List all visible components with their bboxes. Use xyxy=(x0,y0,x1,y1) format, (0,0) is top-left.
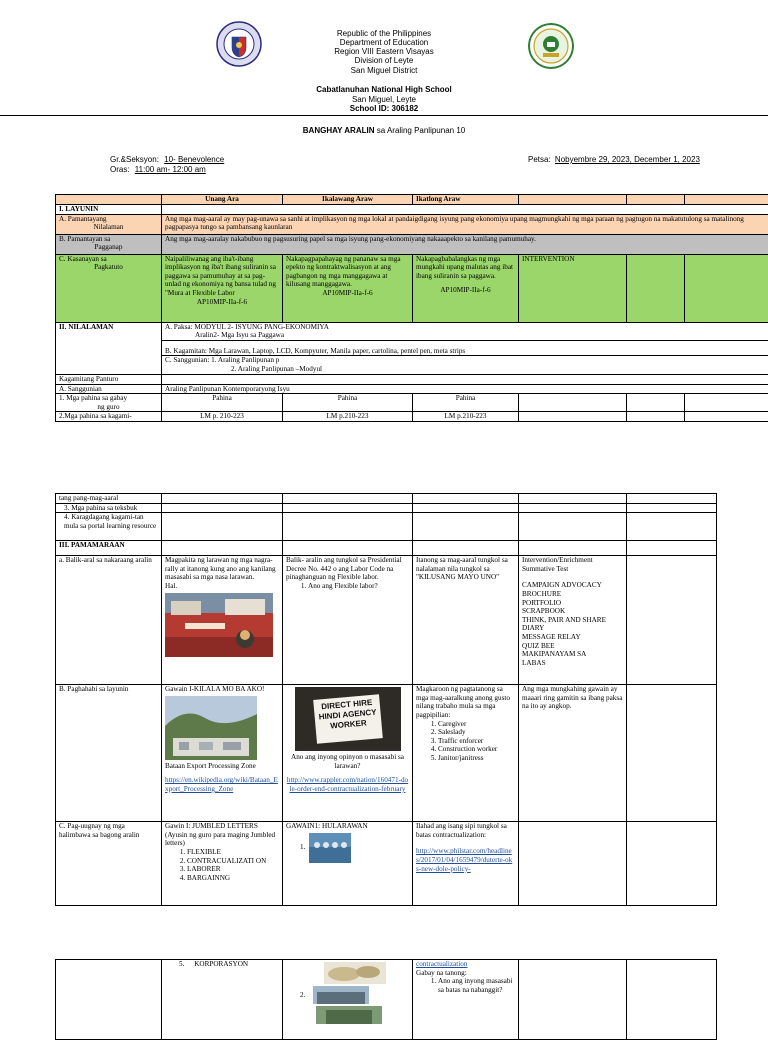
kasanayan-day1 xyxy=(162,254,283,322)
school-address: San Miguel, Leyte xyxy=(0,95,768,105)
header-republic: Republic of the Philippines xyxy=(0,29,768,39)
title-rest: sa Araling Panlipunan 10 xyxy=(374,126,465,135)
kagamitan-mag-aaral-label: 2.Mga pahina sa kagami- xyxy=(56,412,162,422)
time-info xyxy=(110,165,206,175)
intervention-item: THINK, PAIR AND SHARE xyxy=(522,616,623,625)
pahina-day2: Pahina xyxy=(283,394,413,412)
pagugnay-day1-title: Gawin I: JUMBLED LETTERS (Ayusin ng guro para maging Jumbled letters) xyxy=(165,822,279,848)
intervention-item: MAKIPANAYAM SA xyxy=(522,650,623,659)
pamantayan-nilalaman-text: Ang mga mag-aaral ay may pag-unawa sa sanhi at implikasyon ng mga lokal at pandaigdigang isyung pang ekonomiya upang magmungkahi ng mga paraan ng pagtugon na makatutulong sa matalinong pagpapasya tungo sa pambansang kaunlaran xyxy=(162,214,768,234)
section-pamamaraan: III. PAMAMARAAN xyxy=(56,541,162,556)
section-layunin: I. LAYUNIN xyxy=(56,205,162,215)
table-row xyxy=(56,322,768,340)
intervention-item: CAMPAIGN ADVOCACY xyxy=(522,581,623,590)
intervention-item: LABAS xyxy=(522,659,623,668)
col-header-day1: Unang Ara xyxy=(162,195,283,205)
paghahabi-day3 xyxy=(413,685,519,822)
kasanayan-day2 xyxy=(283,254,413,322)
paghahabi-day1-caption: Bataan Export Processing Zone xyxy=(165,762,279,771)
table-row xyxy=(56,822,717,906)
paksa-cell xyxy=(162,322,768,340)
header-deped: Department of Education xyxy=(0,38,768,48)
table-row xyxy=(56,685,717,822)
money-photo xyxy=(324,962,386,984)
school-name: Cabatlanuhan National High School xyxy=(0,85,768,95)
paghahabi-day3-text: Magkaroon ng pagtatanong sa mga mag-aaralkung anong gusto nilang trabaho mula sa mga pagpipilian: xyxy=(416,685,515,719)
job-option: 3. Traffic enforcer xyxy=(438,737,515,746)
col-header-day2: Ikalawang Araw xyxy=(283,195,413,205)
pamantayan-nilalaman-label xyxy=(56,214,162,234)
gabay-question: 1. Ano ang inyong masasabi sa batas na nabanggit? xyxy=(438,977,515,994)
job-option: 1. Caregiver xyxy=(438,720,515,729)
balik-day2 xyxy=(283,556,413,685)
paghahabi-day1 xyxy=(162,685,283,822)
competency-code: AP10MIP-IIa-f-6 xyxy=(286,289,409,298)
table-row xyxy=(56,356,768,374)
gabay-label xyxy=(56,394,162,412)
pamantayan-pagganap-label xyxy=(56,234,162,254)
header-region: Region VIII Eastern Visayas xyxy=(0,47,768,57)
job-option: 2. Saleslady xyxy=(438,728,515,737)
date-label: Petsa: xyxy=(528,155,551,164)
item-number: 2. xyxy=(300,991,305,1000)
table-row xyxy=(56,254,768,322)
jumbled-word: 3. LABORER xyxy=(187,865,279,874)
lesson-plan-table-3 xyxy=(55,959,717,1040)
korporasyon-cell xyxy=(162,960,283,1040)
kasanayan-day2-text: Nakapagpapahayag ng pananaw sa mga epekto ng kontraktwalisasyon at ang pagbangon ng mga manggagawa at kilusang manggagawa. xyxy=(286,255,409,289)
jumbled-word: 1. FLEXIBLE xyxy=(187,848,279,857)
section-nilalaman: II. NILALAMAN xyxy=(56,322,162,374)
lesson-plan-table-1 xyxy=(55,194,768,422)
gabay-label: Gabay na tanong: xyxy=(416,969,515,978)
table-row xyxy=(56,412,768,422)
sanggunian-line2: 2. Araling Panlipunan –Modyul xyxy=(165,365,768,374)
paghahabi-day1-title: Gawain I-KILALA MO BA AKO! xyxy=(165,685,279,694)
workers-photo xyxy=(309,833,351,863)
intervention-header: INTERVENTION xyxy=(519,254,627,322)
a-sanggunian-text: Araling Panlipunan Kontemporaryong Isyu xyxy=(162,384,768,394)
school-id: School ID: 306182 xyxy=(0,104,768,114)
table-row xyxy=(56,541,717,556)
table-row xyxy=(56,205,768,215)
protest-photo xyxy=(295,687,401,751)
aralin-text: Aralin2- Mga Isyu sa Paggawa xyxy=(165,331,768,340)
workers-photo-2 xyxy=(316,1006,382,1024)
time-value: 11:00 am- 12:00 am xyxy=(135,165,206,174)
lm-day3: LM p.210-223 xyxy=(413,412,519,422)
paghahabi-intervention: Ang mga mungkahing gawain ay maaari ring gamitin sa ibang paksa na ito ay angkop. xyxy=(519,685,627,822)
table-row xyxy=(56,960,717,1040)
kagamitan-text: B. Kagamitan: Mga Larawan, Laptop, LCD, Kompyuter, Manila paper, cartolina, pentel pen, meta strips xyxy=(162,340,768,356)
header-rule xyxy=(0,115,768,116)
pagugnay-day3 xyxy=(413,822,519,906)
pamantayan-pagganap-text: Ang mga mag-aaralay nakabubuo ng pagsusuring papel sa mga isyung pang-ekonomiyang nakaaapekto sa kanilang pamumuhay. xyxy=(162,234,768,254)
table-row xyxy=(56,195,768,205)
jumbled-word: 4. BARGAINNG xyxy=(187,874,279,883)
title-bold: BANGHAY ARALIN xyxy=(303,126,375,135)
job-option: 5. Janitor/janitress xyxy=(438,754,515,763)
pagugnay-day2 xyxy=(283,822,413,906)
date-info xyxy=(528,155,700,165)
label-line: ng guro xyxy=(59,403,158,412)
intervention-item: SCRAPBOOK xyxy=(522,607,623,616)
grade-section xyxy=(110,155,224,165)
kasanayan-day3 xyxy=(413,254,519,322)
protest-sign: DIRECT HIRE HINDI AGENCY WORKER xyxy=(313,694,383,744)
pagugnay-day3-text: Ilahad ang isang sipi tungkol sa batas contractualization: xyxy=(416,822,515,839)
pagugnay-label: C. Pag-uugnay ng mga halimbawa sa bagong aralin xyxy=(56,822,162,906)
competency-code: AP10MIP-IIa-f-6 xyxy=(416,286,515,295)
intervention-item: MESSAGE RELAY xyxy=(522,633,623,642)
bataan-epz-link[interactable]: https://en.wikipedia.org/wiki/Bataan_Export_Processing_Zone xyxy=(165,776,279,793)
paghahabi-day2-question: Ano ang inyong opinyon o masasabi sa larawan? xyxy=(286,753,409,770)
item-number: 1. xyxy=(300,843,305,852)
a-sanggunian-label: A. Sanggunian xyxy=(56,384,162,394)
label-line: Pagganap xyxy=(59,243,158,252)
table-row xyxy=(56,503,717,513)
gabay-cell xyxy=(413,960,519,1040)
document-title xyxy=(0,126,768,136)
label-line: A. Pamantayang xyxy=(59,215,158,224)
competency-code: AP10MIP-IIa-f-6 xyxy=(165,298,279,307)
table-row xyxy=(56,340,768,356)
paghahabi-label: B. Paghahabi sa layunin xyxy=(56,685,162,822)
intervention-item: PORTFOLIO xyxy=(522,599,623,608)
hularawan-cont xyxy=(283,960,413,1040)
label-line: Pagkatuto xyxy=(59,263,158,272)
teksbuk-label: 3. Mga pahina sa teksbuk xyxy=(56,503,162,513)
job-option: 4. Construction worker xyxy=(438,745,515,754)
col-header-day3: Ikatlong Araw xyxy=(413,195,519,205)
balik-day2-question: 1. Ano ang Flexible labor? xyxy=(308,582,409,591)
balik-day1-text: Magpakita ng larawan ng mga nagra-rally at itanong kung ano ang kanilang masasabi sa mga nasa larawan. xyxy=(165,556,279,582)
kagamitang-panturo-label: Kagamitang Panturo xyxy=(56,374,162,384)
lesson-plan-table-2 xyxy=(55,493,717,906)
label-line: 1. Mga pahina sa gabay xyxy=(59,394,158,403)
time-label: Oras: xyxy=(110,165,130,174)
karagdagang-label: 4. Karagdagang kagami-tan mula sa portal learning resource xyxy=(56,513,162,541)
kasanayan-day1-text: Naipaliliwanag ang iba't-ibang implikasyon ng iba't ibang suliranin sa paggawa sa pamumuhay at sa pag-unlad ng ekonomiya ng bansa tulad ng "Mura at Flexible Labor xyxy=(165,255,279,298)
sanggunian-line1: C. Sanggunian: 1. Araling Panlipunan p xyxy=(165,356,768,365)
kasanayan-label xyxy=(56,254,162,322)
lm-day2: LM p.210-223 xyxy=(283,412,413,422)
intervention-item: QUIZ BEE xyxy=(522,642,623,651)
table-row xyxy=(56,374,768,384)
table-row xyxy=(56,234,768,254)
paksa-text: A. Paksa: MODYUL 2- ISYUNG PANG-EKONOMIYA xyxy=(165,323,768,332)
table-row xyxy=(56,556,717,685)
pahina-day1: Pahina xyxy=(162,394,283,412)
table-row xyxy=(56,513,717,541)
label-line: Nilalaman xyxy=(59,223,158,232)
office-photo xyxy=(313,986,369,1004)
korporasyon-word: KORPORASYON xyxy=(186,960,248,968)
intervention-sub: Summative Test xyxy=(522,565,623,574)
intervention-item: BROCHURE xyxy=(522,590,623,599)
pagugnay-day2-title: GAWAIN1: HULARAWAN xyxy=(286,822,409,831)
intervention-item: DIARY xyxy=(522,624,623,633)
rappler-link[interactable]: http://www.rappler.com/nation/160471-dole-order-end-contractualization-february xyxy=(286,776,409,793)
kasanayan-day3-text: Nakapagbabalangkas ng mga mungkahi upang malutas ang ibat ibang suliranin sa paggawa. xyxy=(416,255,515,281)
label-line: C. Kasanayan sa xyxy=(59,255,158,264)
table-row xyxy=(56,214,768,234)
balik-day2-text: Balik- aralin ang tungkol sa Presidential Decree No. 442 o ang Labor Code na pinaghanguan ng Flexible labor. xyxy=(286,556,409,582)
intervention-title: Intervention/Enrichment xyxy=(522,556,623,565)
epz-photo xyxy=(165,696,257,760)
grade-label: Gr.&Seksyon: xyxy=(110,155,159,164)
philstar-link-end[interactable]: contractualization xyxy=(416,960,515,969)
balik-aral-label: a. Balik-aral sa nakaraang aralin xyxy=(56,556,162,685)
table-row xyxy=(56,394,768,412)
sanggunian-cell xyxy=(162,356,768,374)
balik-day1-hal: Hal. xyxy=(165,582,279,591)
date-value: Nobyembre 29, 2023, December 1, 2023 xyxy=(555,155,700,164)
header-district: San Miguel District xyxy=(0,66,768,76)
philstar-link[interactable]: http://www.philstar.com/headlines/2017/01/04/1659479/duterte-oks-new-dole-policy- xyxy=(416,847,515,873)
item-number: 5. xyxy=(165,960,184,968)
jumbled-word: 2. CONTRACUALIZATI ON xyxy=(187,857,279,866)
table-row xyxy=(56,494,717,504)
balik-intervention xyxy=(519,556,627,685)
pahina-day3: Pahina xyxy=(413,394,519,412)
pagugnay-day1 xyxy=(162,822,283,906)
rally-photo xyxy=(165,593,273,657)
header-division: Division of Leyte xyxy=(0,56,768,66)
lm-day1: LM p. 210-223 xyxy=(162,412,283,422)
balik-day1 xyxy=(162,556,283,685)
paghahabi-day2 xyxy=(283,685,413,822)
grade-value: 10- Benevolence xyxy=(164,155,224,164)
balik-day3: Itanong sa mag-aaral tungkol sa nalalaman nila tungkol sa "KILUSANG MAYO UNO" xyxy=(413,556,519,685)
label-line: B. Pamantayan sa xyxy=(59,235,158,244)
cont-label: tang pang-mag-aaral xyxy=(56,494,162,504)
table-row xyxy=(56,384,768,394)
